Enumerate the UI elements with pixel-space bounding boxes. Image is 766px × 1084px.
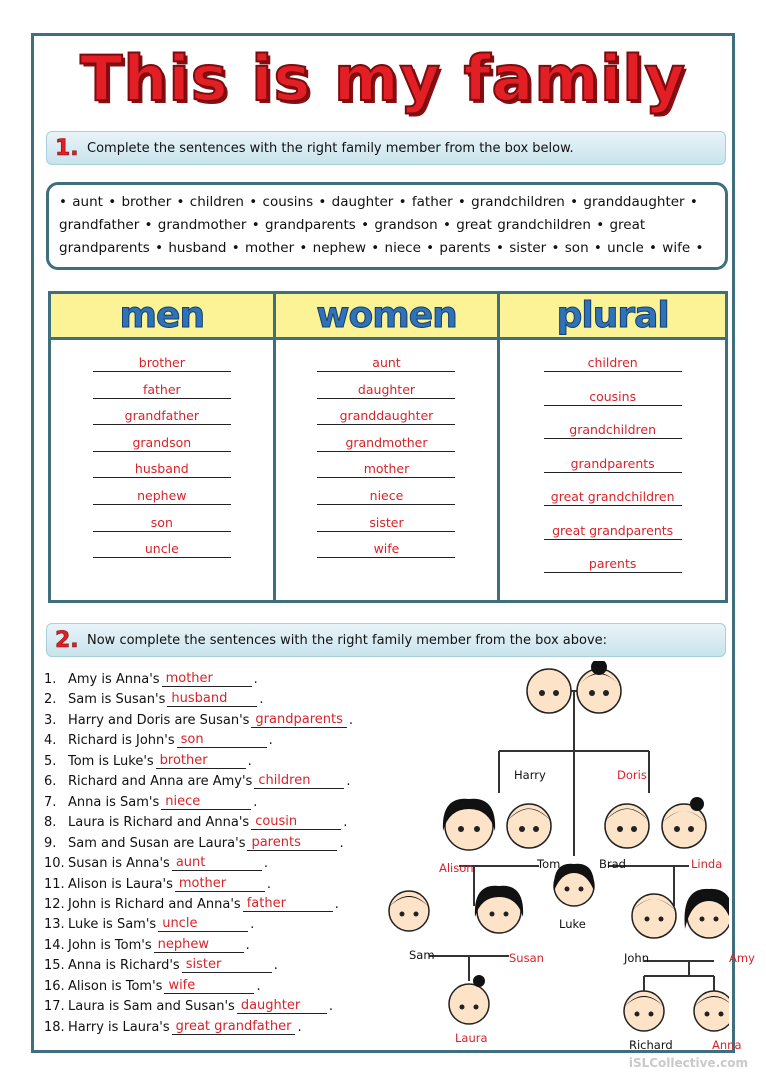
answer-blank[interactable]: grandmother	[317, 434, 455, 452]
sentence-number: 5.	[44, 753, 57, 769]
answer-blank[interactable]: parents	[247, 834, 337, 851]
sentence-end: .	[273, 958, 278, 974]
sentence-text: Richard is John's	[68, 733, 175, 749]
exercise-2-instruction: Now complete the sentences with the right family member from the box above:	[87, 632, 608, 648]
exercise-1-instruction: Complete the sentences with the right family member from the box below.	[87, 140, 574, 156]
answer-blank[interactable]: granddaughter	[317, 407, 455, 425]
sentence-row	[44, 875, 404, 895]
answer-blank[interactable]: great grandfather	[172, 1018, 296, 1035]
answer-blank[interactable]: aunt	[317, 354, 455, 372]
answer-blank[interactable]: uncle	[158, 915, 248, 932]
sentence-text: Luke is Sam's	[68, 917, 157, 933]
answer-blank[interactable]: nephew	[93, 487, 231, 505]
answer-blank[interactable]: niece	[161, 793, 251, 810]
watermark: iSLCollective.com	[628, 1056, 748, 1070]
sentence-row	[44, 690, 404, 710]
family-tree	[369, 661, 755, 1052]
answer-blank[interactable]: mother	[162, 670, 252, 687]
sentence-text: Alison is Tom's	[68, 978, 163, 994]
answer-blank[interactable]: cousin	[251, 813, 341, 830]
answer-blank[interactable]: children	[544, 354, 682, 372]
name-sam: Sam	[409, 948, 435, 962]
sentence-list	[44, 670, 404, 1038]
sentence-row	[44, 1018, 404, 1038]
answer-blank[interactable]: brother	[156, 752, 246, 769]
page-title: This is my family	[80, 42, 686, 115]
sentence-text: Susan is Anna's	[68, 856, 170, 872]
sentence-number: 12.	[44, 896, 65, 912]
name-brad: Brad	[599, 857, 626, 871]
sentence-text: Harry and Doris are Susan's	[68, 712, 250, 728]
answer-blank[interactable]: grandparents	[544, 455, 682, 473]
name-doris: Doris	[617, 768, 647, 782]
name-harry: Harry	[514, 768, 546, 782]
column-plural	[500, 294, 725, 600]
answer-blank[interactable]: father	[243, 895, 333, 912]
answer-blank[interactable]: daughter	[317, 381, 455, 399]
exercise-1-number: 1.	[55, 135, 79, 161]
sentence-end: .	[256, 978, 261, 994]
column-heading: women	[276, 294, 498, 340]
answer-blank[interactable]: wife	[164, 977, 254, 994]
column-heading: men	[51, 294, 273, 340]
sentence-row	[44, 772, 404, 792]
answer-blank[interactable]: cousins	[544, 388, 682, 406]
sentence-row	[44, 915, 404, 935]
answer-blank[interactable]: great grandparents	[544, 522, 682, 540]
name-anna: Anna	[712, 1038, 742, 1052]
sentence-end: .	[328, 999, 333, 1015]
answer-blank[interactable]: grandchildren	[544, 421, 682, 439]
sentence-end: .	[343, 815, 348, 831]
sentence-number: 3.	[44, 712, 57, 728]
column-heading: plural	[500, 294, 725, 340]
sentence-end: .	[247, 753, 252, 769]
sentence-end: .	[245, 937, 250, 953]
name-luke: Luke	[559, 917, 586, 931]
sentence-number: 8.	[44, 815, 57, 831]
name-john: John	[624, 951, 650, 965]
sentence-end: .	[263, 856, 268, 872]
sentence-number: 14.	[44, 937, 65, 953]
sentence-number: 13.	[44, 917, 65, 933]
name-amy: Amy	[729, 951, 755, 965]
answer-blank[interactable]: aunt	[172, 854, 262, 871]
sentence-row	[44, 854, 404, 874]
sentence-row	[44, 793, 404, 813]
sentence-text: Anna is Sam's	[68, 794, 160, 810]
sentence-text: Laura is Richard and Anna's	[68, 815, 250, 831]
sentence-text: John is Richard and Anna's	[68, 896, 241, 912]
sentence-number: 1.	[44, 672, 57, 687]
sentence-row	[44, 977, 404, 997]
answer-blank[interactable]: children	[254, 772, 344, 789]
sentence-row	[44, 711, 404, 731]
name-tom: Tom	[537, 857, 561, 871]
sentence-end: .	[259, 692, 264, 708]
answer-list	[51, 340, 273, 567]
sentence-text: Richard and Anna are Amy's	[68, 774, 253, 790]
sentence-number: 18.	[44, 1019, 65, 1035]
name-linda: Linda	[691, 857, 723, 871]
sentence-text: Laura is Sam and Susan's	[68, 999, 235, 1015]
sentence-row	[44, 997, 404, 1017]
answer-blank[interactable]: sister	[317, 514, 455, 532]
sentence-row	[44, 731, 404, 751]
sentence-end: .	[268, 733, 273, 749]
answer-blank[interactable]: grandfather	[93, 407, 231, 425]
answer-blank[interactable]: husband	[167, 690, 257, 707]
answer-blank[interactable]: grandson	[93, 434, 231, 452]
answer-blank[interactable]: great grandchildren	[544, 488, 682, 506]
answer-blank[interactable]: sister	[182, 956, 272, 973]
sentence-number: 2.	[44, 692, 57, 708]
sentence-number: 6.	[44, 774, 57, 790]
column-women	[276, 294, 501, 600]
answer-blank[interactable]: son	[93, 514, 231, 532]
answer-blank[interactable]: wife	[317, 540, 455, 558]
sentence-row	[44, 956, 404, 976]
sentence-number: 10.	[44, 856, 65, 872]
sentence-number: 4.	[44, 733, 57, 749]
sentence-text: John is Tom's	[68, 937, 152, 953]
sentence-end: .	[253, 794, 258, 810]
answer-blank[interactable]: husband	[93, 460, 231, 478]
sentence-row	[44, 670, 404, 690]
answer-blank[interactable]: father	[93, 381, 231, 399]
sentence-number: 17.	[44, 999, 65, 1015]
sentence-row	[44, 752, 404, 772]
sentence-row	[44, 936, 404, 956]
sentence-row	[44, 895, 404, 915]
answer-blank[interactable]: parents	[544, 555, 682, 573]
sentence-text: Amy is Anna's	[68, 672, 160, 687]
sentence-row	[44, 834, 404, 854]
answer-blank[interactable]: grandparents	[251, 711, 346, 728]
answer-blank[interactable]: mother	[175, 875, 265, 892]
answer-blank[interactable]: uncle	[93, 540, 231, 558]
sentence-text: Sam is Susan's	[68, 692, 166, 708]
exercise-2-banner	[46, 623, 726, 657]
sentence-end: .	[346, 774, 351, 790]
sentence-text: Anna is Richard's	[68, 958, 180, 974]
answer-list	[500, 340, 725, 589]
name-richard: Richard	[629, 1038, 673, 1052]
word-box: • aunt • brother • children • cousins • daughter • father • grandchildren • granddaughter • grandfather • grandmother • grandparents • grandson • great grandchildren • great grandparents • husband • mother • nephew • niece • parents • sister • son • uncle • wife •	[46, 182, 728, 270]
sentence-end: .	[266, 876, 271, 892]
sentence-number: 7.	[44, 794, 57, 810]
tree-lines	[369, 661, 729, 1051]
name-alison: Alison	[439, 861, 474, 875]
answer-blank[interactable]: mother	[317, 460, 455, 478]
name-susan: Susan	[509, 951, 544, 965]
sentence-text: Alison is Laura's	[68, 876, 173, 892]
answer-blank[interactable]: daughter	[237, 997, 327, 1014]
sentence-number: 11.	[44, 876, 65, 892]
category-table	[48, 291, 728, 603]
exercise-2-number: 2.	[55, 627, 79, 653]
answer-blank[interactable]: nephew	[154, 936, 244, 953]
sentence-number: 9.	[44, 835, 57, 851]
column-men	[51, 294, 276, 600]
sentence-text: Sam and Susan are Laura's	[68, 835, 246, 851]
sentence-end: .	[297, 1019, 302, 1035]
sentence-end: .	[334, 896, 339, 912]
sentence-end: .	[348, 712, 354, 728]
answer-blank[interactable]: son	[177, 731, 267, 748]
sentence-text: Harry is Laura's	[68, 1019, 170, 1035]
sentence-end: .	[339, 835, 344, 851]
name-laura: Laura	[455, 1031, 488, 1045]
answer-list	[276, 340, 498, 567]
sentence-end: .	[250, 917, 255, 933]
answer-blank[interactable]: niece	[317, 487, 455, 505]
answer-blank[interactable]: brother	[93, 354, 231, 372]
sentence-number: 16.	[44, 978, 65, 994]
exercise-1-banner	[46, 131, 726, 165]
sentence-row	[44, 813, 404, 833]
worksheet	[31, 33, 755, 1053]
sentence-text: Tom is Luke's	[68, 753, 154, 769]
sentence-number: 15.	[44, 958, 65, 974]
sentence-end: .	[253, 672, 258, 687]
